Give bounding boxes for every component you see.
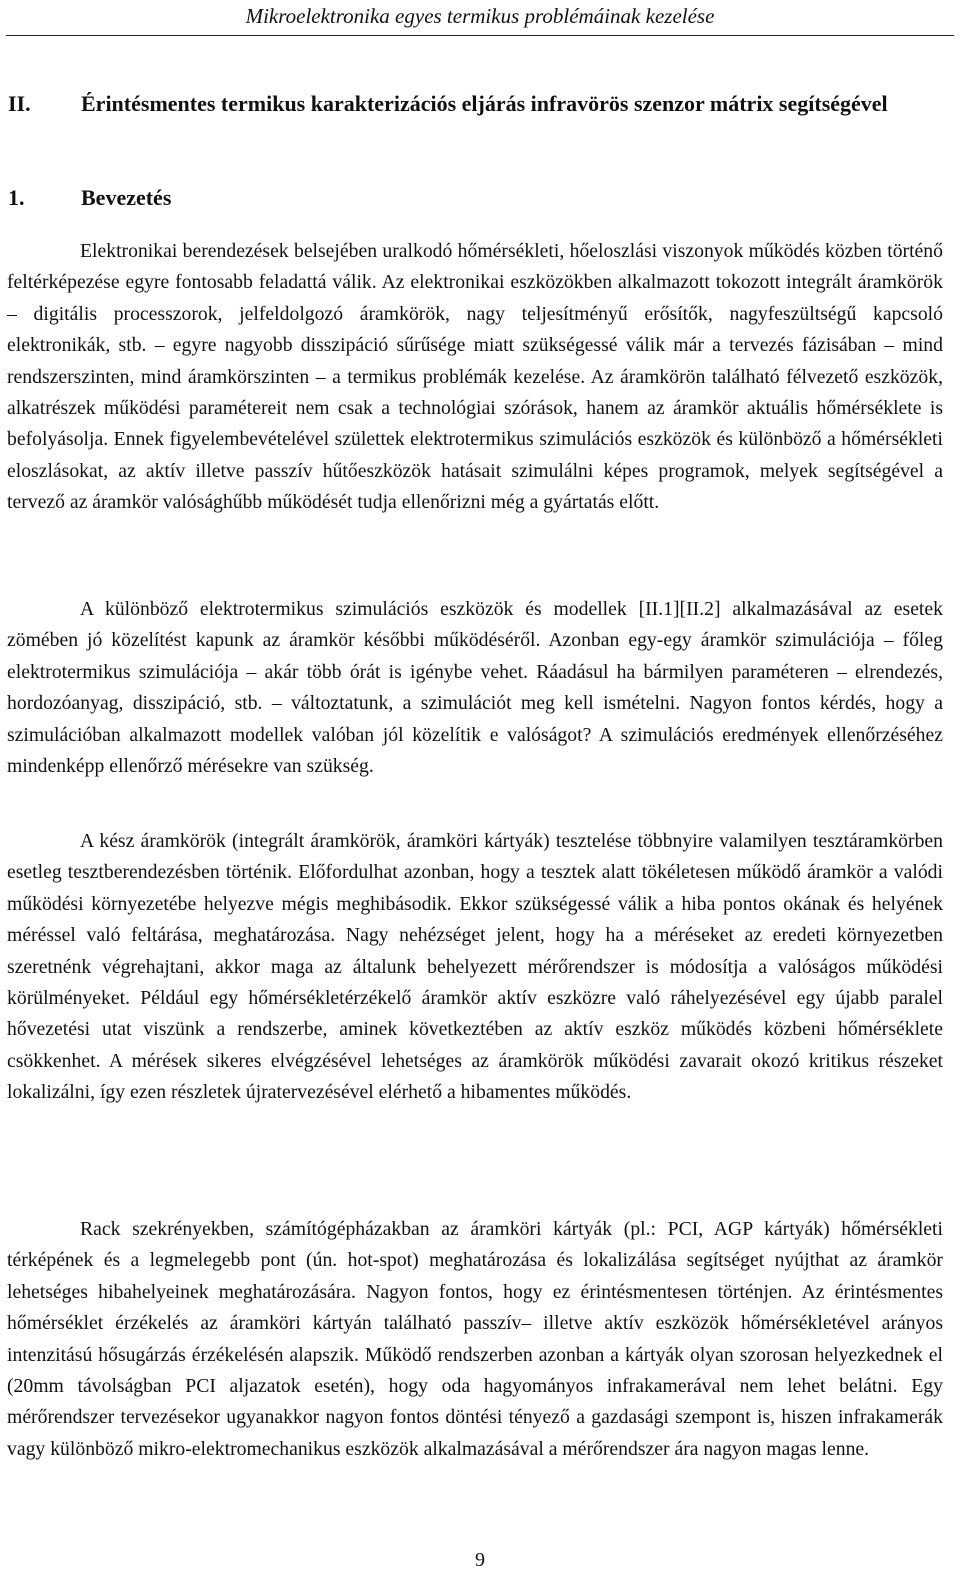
paragraph-block — [7, 594, 943, 782]
section-title: Bevezetés — [81, 185, 172, 210]
chapter-title: Érintésmentes termikus karakterizációs eljárás infravörös szenzor mátrix segítségével — [81, 91, 888, 116]
paragraph: Rack szekrényekben, számítógépházakban az áramköri kártyák (pl.: PCI, AGP kártyák) hőmérsékleti térképének és a legmelegebb pont (ún. hot-spot) meghatározása és lokalizálása segítséget nyújthat az áramkör lehetséges hibahelyeinek meghatározására. Nagyon fontos, hogy ez érintésmentesen történjen. Az érintésmentes hőmérséklet érzékelés az áramköri kártyán található passzív– illetve aktív eszközök hőmérsékletével arányos intenzitású hősugárzás érzékelésén alapszik. Működő rendszerben azonban a kártyák olyan szorosan helyezkednek el (20mm távolságban PCI aljazatok esetén), hogy oda hagyományos infrakamerával nem lehet belátni. Egy mérőrendszer tervezésekor ugyanakkor nagyon fontos döntési tényező a gazdasági szempont is, hiszen infrakamerák vagy különböző mikro-elektromechanikus eszközök alkalmazásával a mérőrendszer ára nagyon magas lenne. — [7, 1218, 943, 1460]
header-divider — [6, 35, 954, 36]
paragraph-block — [7, 826, 943, 1109]
paragraph: A kész áramkörök (integrált áramkörök, áramköri kártyák) tesztelése többnyire valamilyen tesztáramkörben esetleg tesztberendezésben történik. Előfordulhat azonban, hogy a tesztek alatt tökéletesen működő áramkör a valódi működési környezetébe helyezve mégis meghibásodik. Ekkor szükségessé válik a hiba pontos okának és helyének méréssel való feltárása, meghatározása. Nagy nehézséget jelent, hogy ha a méréseket az eredeti környezetben szeretnénk végrehajtani, akkor maga az általunk behelyezett mérőrendszer is módosítja a valóságos működési körülményeket. Például egy hőmérsékletérzékelő áramkör aktív eszközre való ráhelyezésével egy újabb paralel hővezetési utat viszünk a rendszerbe, aminek következtében az aktív eszköz működés közbeni hőmérséklete csökkenhet. A mérések sikeres elvégzésével lehetséges az áramkörök működési zavarait okozó kritikus részeket lokalizálni, így ezen részletek újratervezésével elérhető a hibamentes működés. — [7, 830, 943, 1104]
running-header: Mikroelektronika egyes termikus problémáinak kezelése — [245, 4, 715, 28]
chapter-number: II. — [8, 91, 31, 116]
paragraph-block — [7, 236, 943, 519]
paragraph: A különböző elektrotermikus szimulációs eszközök és modellek [II.1][II.2] alkalmazásával az esetek zömében jó közelítést kapunk az áramkör későbbi működéséről. Azonban egy-egy áramkör szimulációja – főleg elektrotermikus szimulációja – akár több órát is igénybe vehet. Ráadásul ha bármilyen paraméteren – elrendezés, hordozóanyag, disszipáció, stb. – változtatunk, a szimulációt meg kell ismételni. Nagyon fontos kérdés, hogy a szimulációban alkalmazott modellek valóban jól közelítik e valóságot? A szimulációs eredmények ellenőrzéséhez mindenképp ellenőrző mérésekre van szükség. — [7, 598, 943, 778]
section-number: 1. — [8, 185, 25, 210]
paragraph: Elektronikai berendezések belsejében uralkodó hőmérsékleti, hőeloszlási viszonyok működés közben történő feltérképezése egyre fontosabb feladattá válik. Az elektronikai eszközökben alkalmazott tokozott integrált áramkörök – digitális processzorok, jelfeldolgozó áramkörök, nagy teljesítményű erősítők, nagyfeszültségű kapcsoló elektronikák, stb. – egyre nagyobb disszipáció sűrűsége miatt szükségessé válik már a tervezés fázisában – mind rendszerszinten, mind áramkörszinten – a termikus problémák kezelése. Az áramkörön található félvezető eszközök, alkatrészek működési paramétereit nem csak a technológiai szórások, hanem az áramkör aktuális hőmérséklete is befolyásolja. Ennek figyelembevételével születtek elektrotermikus szimulációs eszközök és különböző a hőmérsékleti eloszlásokat, az aktív illetve passzív hűtőeszközök hatásait szimulálni képes programok, melyek segítségével a tervező az áramkör valósághűbb működését tudja ellenőrizni még a gyártatás előtt. — [7, 240, 943, 514]
paragraph-block — [7, 1214, 943, 1465]
page-number: 9 — [475, 1549, 485, 1571]
